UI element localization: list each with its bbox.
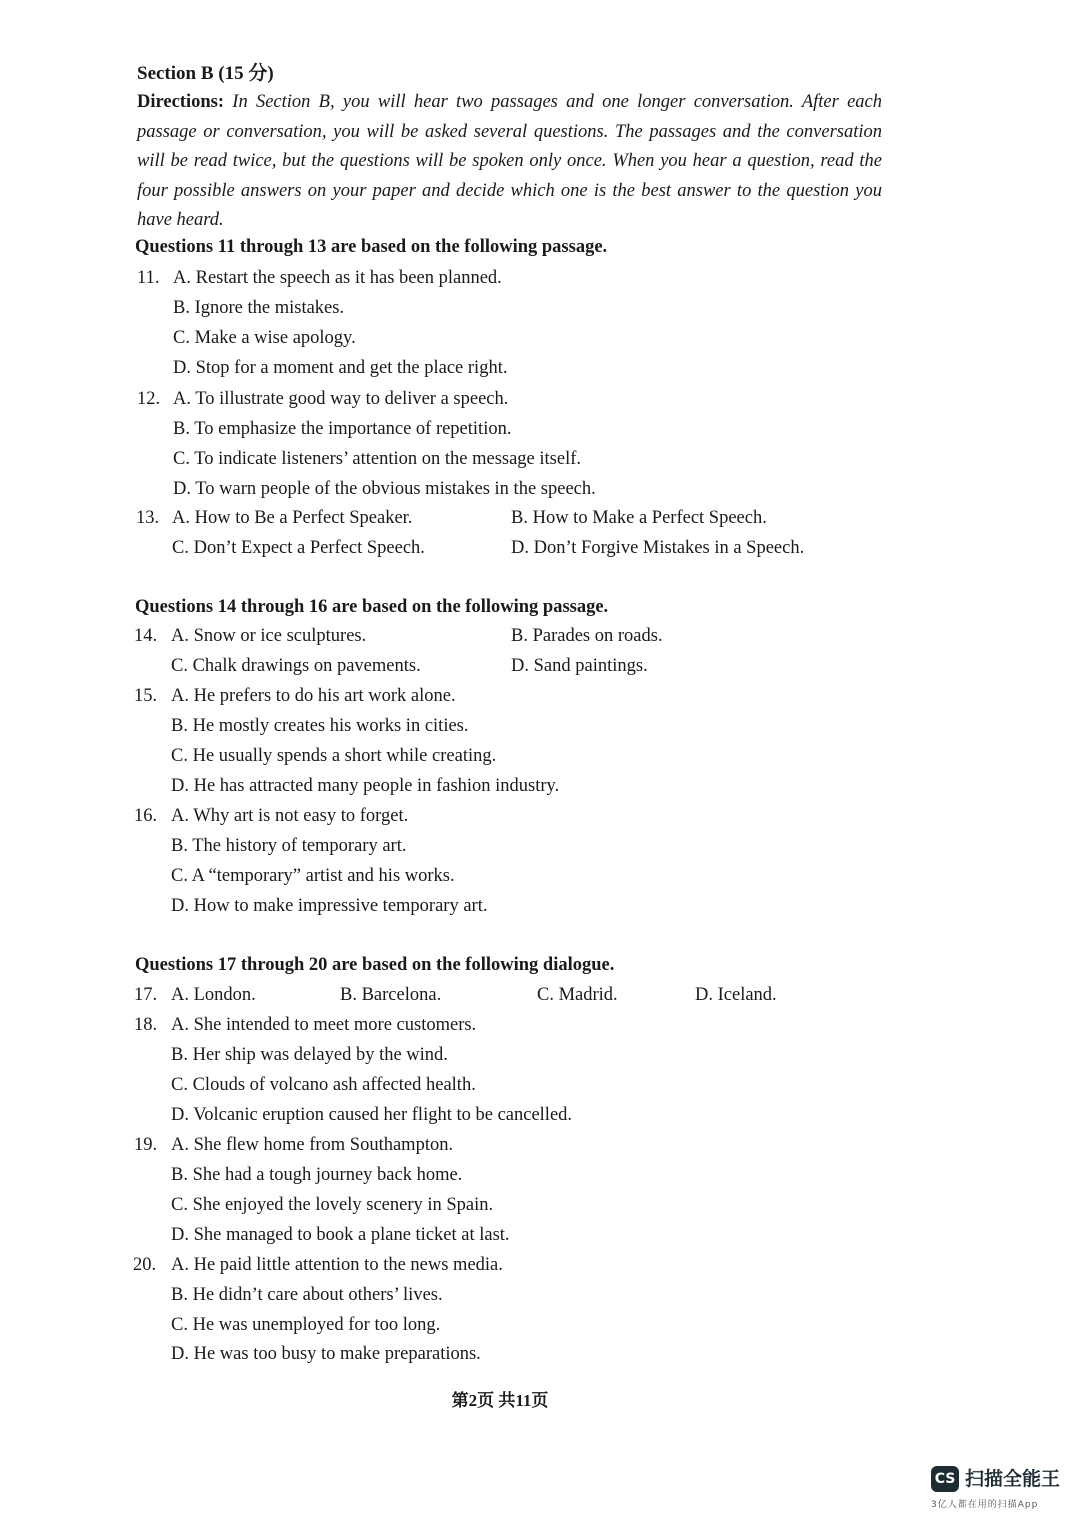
option-17-a: A. London.	[171, 985, 256, 1005]
watermark-subtitle: 3亿人都在用的扫描App	[931, 1500, 1039, 1510]
option-12-b: B. To emphasize the importance of repetition.	[173, 419, 512, 439]
question-number: 12.	[137, 389, 161, 409]
option-14-d: D. Sand paintings.	[511, 656, 648, 676]
option-13-c: C. Don’t Expect a Perfect Speech.	[172, 538, 425, 558]
option-20-b: B. He didn’t care about others’ lives.	[171, 1285, 443, 1305]
option-18-c: C. Clouds of volcano ash affected health.	[171, 1075, 476, 1095]
option-17-b: B. Barcelona.	[340, 985, 442, 1005]
option-14-c: C. Chalk drawings on pavements.	[171, 656, 421, 676]
directions	[137, 88, 882, 236]
question-number: 19.	[134, 1135, 158, 1155]
option-15-b: B. He mostly creates his works in cities.	[171, 716, 469, 736]
option-19-d: D. She managed to book a plane ticket at last.	[171, 1225, 510, 1245]
section-title: Section B (15 分)	[137, 63, 274, 84]
option-11-c: C. Make a wise apology.	[173, 328, 356, 348]
option-11-a: A. Restart the speech as it has been planned.	[173, 268, 502, 288]
camscanner-logo-icon: CS	[931, 1466, 959, 1492]
option-14-a: A. Snow or ice sculptures.	[171, 626, 367, 646]
option-15-a: A. He prefers to do his art work alone.	[171, 686, 456, 706]
group-heading-14-16: Questions 14 through 16 are based on the following passage.	[135, 597, 609, 617]
option-16-b: B. The history of temporary art.	[171, 836, 407, 856]
option-16-a: A. Why art is not easy to forget.	[171, 806, 409, 826]
question-number: 16.	[134, 806, 158, 826]
option-14-b: B. Parades on roads.	[511, 626, 663, 646]
question-number: 15.	[134, 686, 158, 706]
option-12-a: A. To illustrate good way to deliver a speech.	[173, 389, 509, 409]
option-19-a: A. She flew home from Southampton.	[171, 1135, 454, 1155]
option-16-c: C. A “temporary” artist and his works.	[171, 866, 455, 886]
option-13-a: A. How to Be a Perfect Speaker.	[172, 508, 413, 528]
option-11-d: D. Stop for a moment and get the place right.	[173, 358, 508, 378]
question-number: 11.	[137, 268, 160, 288]
option-13-d: D. Don’t Forgive Mistakes in a Speech.	[511, 538, 805, 558]
option-18-a: A. She intended to meet more customers.	[171, 1015, 477, 1035]
directions-lead: Directions:	[137, 92, 224, 112]
scanner-watermark	[931, 1466, 1061, 1514]
question-number: 14.	[134, 626, 158, 646]
question-number: 18.	[134, 1015, 158, 1035]
option-17-c: C. Madrid.	[537, 985, 618, 1005]
option-20-a: A. He paid little attention to the news media.	[171, 1255, 503, 1275]
option-12-d: D. To warn people of the obvious mistakes in the speech.	[173, 479, 596, 499]
option-19-b: B. She had a tough journey back home.	[171, 1165, 463, 1185]
option-15-d: D. He has attracted many people in fashion industry.	[171, 776, 560, 796]
option-15-c: C. He usually spends a short while creating.	[171, 746, 497, 766]
option-11-b: B. Ignore the mistakes.	[173, 298, 345, 318]
question-number: 13.	[136, 508, 160, 528]
group-heading-17-20: Questions 17 through 20 are based on the following dialogue.	[135, 955, 615, 975]
option-18-d: D. Volcanic eruption caused her flight to be cancelled.	[171, 1105, 573, 1125]
option-16-d: D. How to make impressive temporary art.	[171, 896, 488, 916]
group-heading-11-13: Questions 11 through 13 are based on the following passage.	[135, 237, 608, 257]
option-12-c: C. To indicate listeners’ attention on the message itself.	[173, 449, 582, 469]
option-18-b: B. Her ship was delayed by the wind.	[171, 1045, 448, 1065]
option-17-d: D. Iceland.	[695, 985, 777, 1005]
directions-text: In Section B, you will hear two passages and one longer conversation. After each passage or conversation, you will be asked several questions. The passages and the conversation will be read twice, but the questions will be spoken only once. When you hear a question, read the four possible answers on your paper and decide which one is the best answer to the question you have heard.	[137, 92, 882, 230]
watermark-title: 扫描全能王	[965, 1468, 1061, 1490]
option-20-d: D. He was too busy to make preparations.	[171, 1344, 481, 1364]
page-footer: 第2页 共11页	[451, 1391, 549, 1410]
question-number: 17.	[134, 985, 158, 1005]
option-19-c: C. She enjoyed the lovely scenery in Spain.	[171, 1195, 494, 1215]
question-number: 20.	[133, 1255, 157, 1275]
option-13-b: B. How to Make a Perfect Speech.	[511, 508, 767, 528]
option-20-c: C. He was unemployed for too long.	[171, 1315, 441, 1335]
